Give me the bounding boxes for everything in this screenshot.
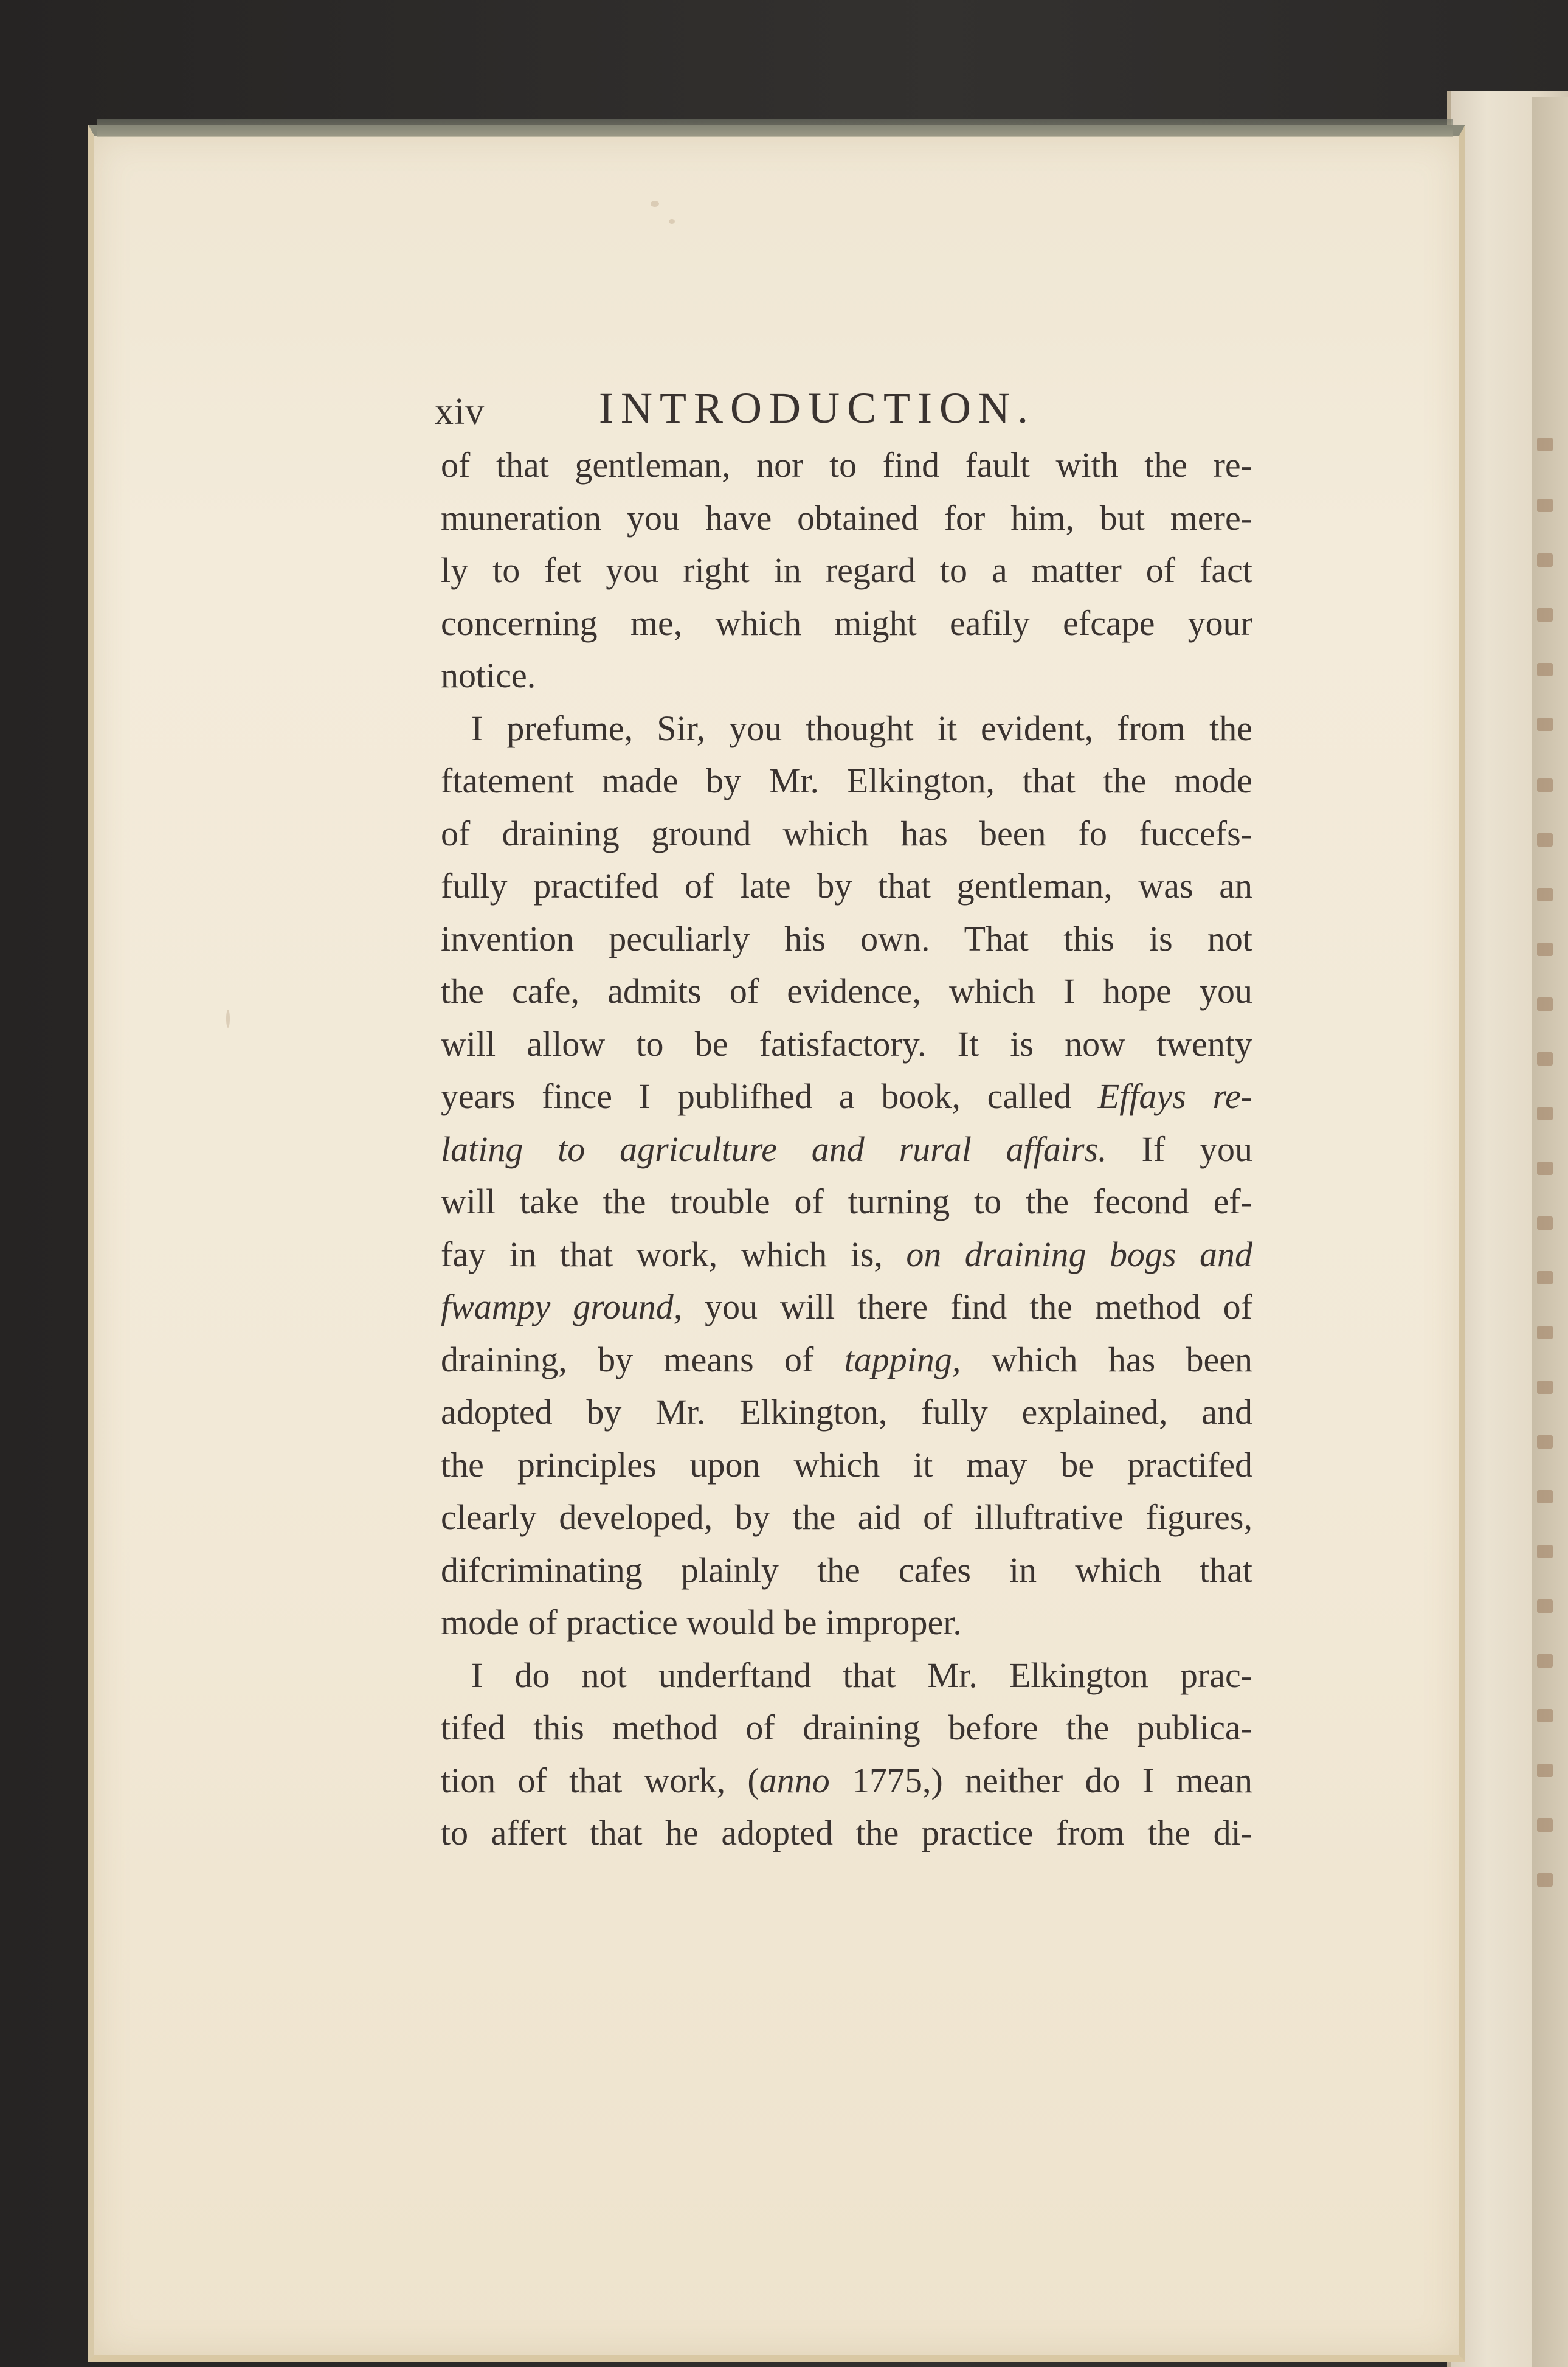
text-line: notice. (441, 656, 536, 695)
spine-print-mark (1537, 1271, 1553, 1284)
text-line: fwampy ground, you will there find the method of (441, 1287, 1252, 1326)
spine-print-mark (1537, 1764, 1553, 1777)
text-line: invention peculiarly his own. That this is not (441, 918, 1252, 958)
text-line: I prefume, Sir, you thought it evident, from the (471, 708, 1252, 748)
spine-print-mark (1537, 1381, 1553, 1394)
spine-print-mark (1537, 833, 1553, 847)
spine-print-mark (1537, 1216, 1553, 1230)
text-line: years fince I publifhed a book, called Effays re- (441, 1076, 1253, 1116)
text-line: to affert that he adopted the practice from the di- (441, 1813, 1252, 1852)
text-line: ly to fet you right in regard to a matter of fact (441, 550, 1252, 590)
spine-print-mark (1537, 1709, 1553, 1722)
spine-print-mark (1537, 553, 1553, 567)
spine-print-mark (1537, 1599, 1553, 1613)
spine-print-mark (1537, 438, 1553, 451)
text-block (353, 372, 1252, 1860)
text-line: fully practifed of late by that gentleman, was an (441, 866, 1252, 906)
page-header-title: INTRODUCTION. (599, 384, 1035, 432)
text-line: of draining ground which has been fo fuccefs- (441, 813, 1252, 853)
spine-print-mark (1537, 1545, 1553, 1558)
text-line: ftatement made by Mr. Elkington, that the mode (441, 761, 1252, 800)
spine-print-mark (1537, 1107, 1553, 1120)
spine-print-mark (1537, 1490, 1553, 1503)
spine-print-mark (1537, 608, 1553, 622)
spine-print-mark (1537, 718, 1553, 731)
text-line: will take the trouble of turning to the fecond ef- (441, 1182, 1252, 1221)
spine-print-mark (1537, 1873, 1553, 1887)
running-head (353, 372, 1252, 439)
spine-print-mark (1537, 1052, 1553, 1066)
text-line: tifed this method of draining before the publica- (441, 1708, 1252, 1747)
paper-fleck (226, 1010, 230, 1028)
paper-fleck (669, 219, 675, 224)
text-line: clearly developed, by the aid of illuftrative figures, (441, 1497, 1252, 1537)
text-line: adopted by Mr. Elkington, fully explained, and (441, 1392, 1252, 1432)
text-line: of that gentleman, nor to find fault with the re- (441, 445, 1252, 485)
spine-print-mark (1537, 997, 1553, 1011)
text-line: concerning me, which might eafily efcape your (441, 603, 1252, 643)
page-number: xiv (435, 391, 485, 432)
paper-fleck (651, 201, 659, 207)
spine-print-mark (1537, 1326, 1553, 1339)
page-top-edge (97, 119, 1453, 137)
spine-print-mark (1537, 1435, 1553, 1449)
spine-print-mark (1537, 778, 1553, 792)
text-line: draining, by means of tapping, which has been (441, 1339, 1252, 1379)
text-line: the principles upon which it may be practifed (441, 1444, 1252, 1485)
text-line: lating to agriculture and rural affairs. If you (441, 1129, 1252, 1169)
text-line: tion of that work, (anno 1775,) neither do I mean (441, 1760, 1252, 1800)
text-line: mode of practice would be improper. (441, 1603, 962, 1642)
spine-print-mark (1537, 1818, 1553, 1832)
text-line: muneration you have obtained for him, but mere- (441, 497, 1252, 538)
spine-print-mark (1537, 1654, 1553, 1668)
spine-print-mark (1537, 663, 1553, 676)
text-line: the cafe, admits of evidence, which I hope you (441, 971, 1252, 1011)
spine-print-mark (1537, 888, 1553, 901)
text-line: fay in that work, which is, on draining bogs and (441, 1234, 1252, 1274)
spine-print-mark (1537, 943, 1553, 956)
text-line: I do not underftand that Mr. Elkington prac- (471, 1655, 1252, 1695)
spine-print-mark (1537, 499, 1553, 512)
spine-print-mark (1537, 1162, 1553, 1175)
text-line: difcriminating plainly the cafes in which that (441, 1550, 1252, 1590)
text-line: will allow to be fatisfactory. It is now twenty (441, 1024, 1252, 1064)
